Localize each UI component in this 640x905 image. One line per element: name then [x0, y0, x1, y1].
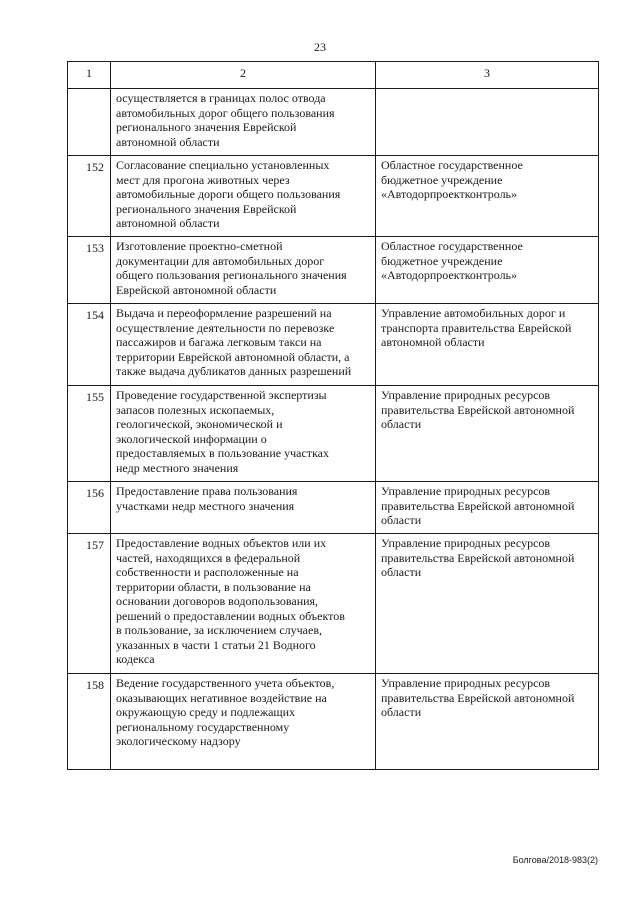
service-description: Предоставление водных объектов или их частей, находящихся в федеральной собственности и расположенные на территории области, в пользование на основании договоров водопользования, решений о предоставлении водных объектов в пользование, за исключением случаев, указанных в части 1 статьи 21 Водного кодекса	[111, 534, 376, 674]
service-description: осуществляется в границах полос отвода автомобильных дорог общего пользования регионального значения Еврейской автономной области	[111, 89, 376, 156]
table-row	[68, 156, 599, 237]
table-row	[68, 386, 599, 482]
row-number: 153	[68, 237, 111, 304]
service-description: Ведение государственного учета объектов, оказывающих негативное воздействие на окружающую среду и подлежащих региональному государственному экологическому надзору	[111, 674, 376, 770]
table-row	[68, 89, 599, 156]
service-description: Изготовление проектно-сметной документации для автомобильных дорог общего пользования регионального значения Еврейской автономной области	[111, 237, 376, 304]
row-number: 157	[68, 534, 111, 674]
service-description: Выдача и переоформление разрешений на осуществление деятельности по перевозке пассажиров и багажа легковым такси на территории Еврейской автономной области, а также выдача дубликатов данных разрешений	[111, 304, 376, 386]
service-description: Предоставление права пользования участками недр местного значения	[111, 482, 376, 534]
table-row	[68, 674, 599, 770]
responsible-organization	[376, 89, 599, 156]
responsible-organization: Управление автомобильных дорог и транспорта правительства Еврейской автономной области	[376, 304, 599, 386]
row-number: 152	[68, 156, 111, 237]
service-description: Согласование специально установленных мест для прогона животных через автомобильные дороги общего пользования регионального значения Еврейской автономной области	[111, 156, 376, 237]
column-header-description: 2	[111, 62, 376, 89]
row-number: 155	[68, 386, 111, 482]
responsible-organization: Управление природных ресурсов правительства Еврейской автономной области	[376, 482, 599, 534]
service-description: Проведение государственной экспертизы запасов полезных ископаемых, геологической, экономической и экологической информации о предоставляемых в пользование участках недр местного значения	[111, 386, 376, 482]
row-number: 156	[68, 482, 111, 534]
responsible-organization: Управление природных ресурсов правительства Еврейской автономной области	[376, 386, 599, 482]
responsible-organization: Управление природных ресурсов правительства Еврейской автономной области	[376, 534, 599, 674]
table-row	[68, 534, 599, 674]
row-number: 154	[68, 304, 111, 386]
responsible-organization: Областное государственное бюджетное учреждение «Автодорпроектконтроль»	[376, 156, 599, 237]
row-number	[68, 89, 111, 156]
responsible-organization: Областное государственное бюджетное учреждение «Автодорпроектконтроль»	[376, 237, 599, 304]
services-table	[67, 61, 599, 770]
table-header-row	[68, 62, 599, 89]
page-number: 23	[314, 40, 326, 54]
row-number: 158	[68, 674, 111, 770]
column-header-number: 1	[68, 62, 111, 89]
document-code: Болгова/2018-983(2)	[512, 855, 598, 865]
table-row	[68, 304, 599, 386]
column-header-organization: 3	[376, 62, 599, 89]
table-row	[68, 237, 599, 304]
table-row	[68, 482, 599, 534]
responsible-organization: Управление природных ресурсов правительства Еврейской автономной области	[376, 674, 599, 770]
